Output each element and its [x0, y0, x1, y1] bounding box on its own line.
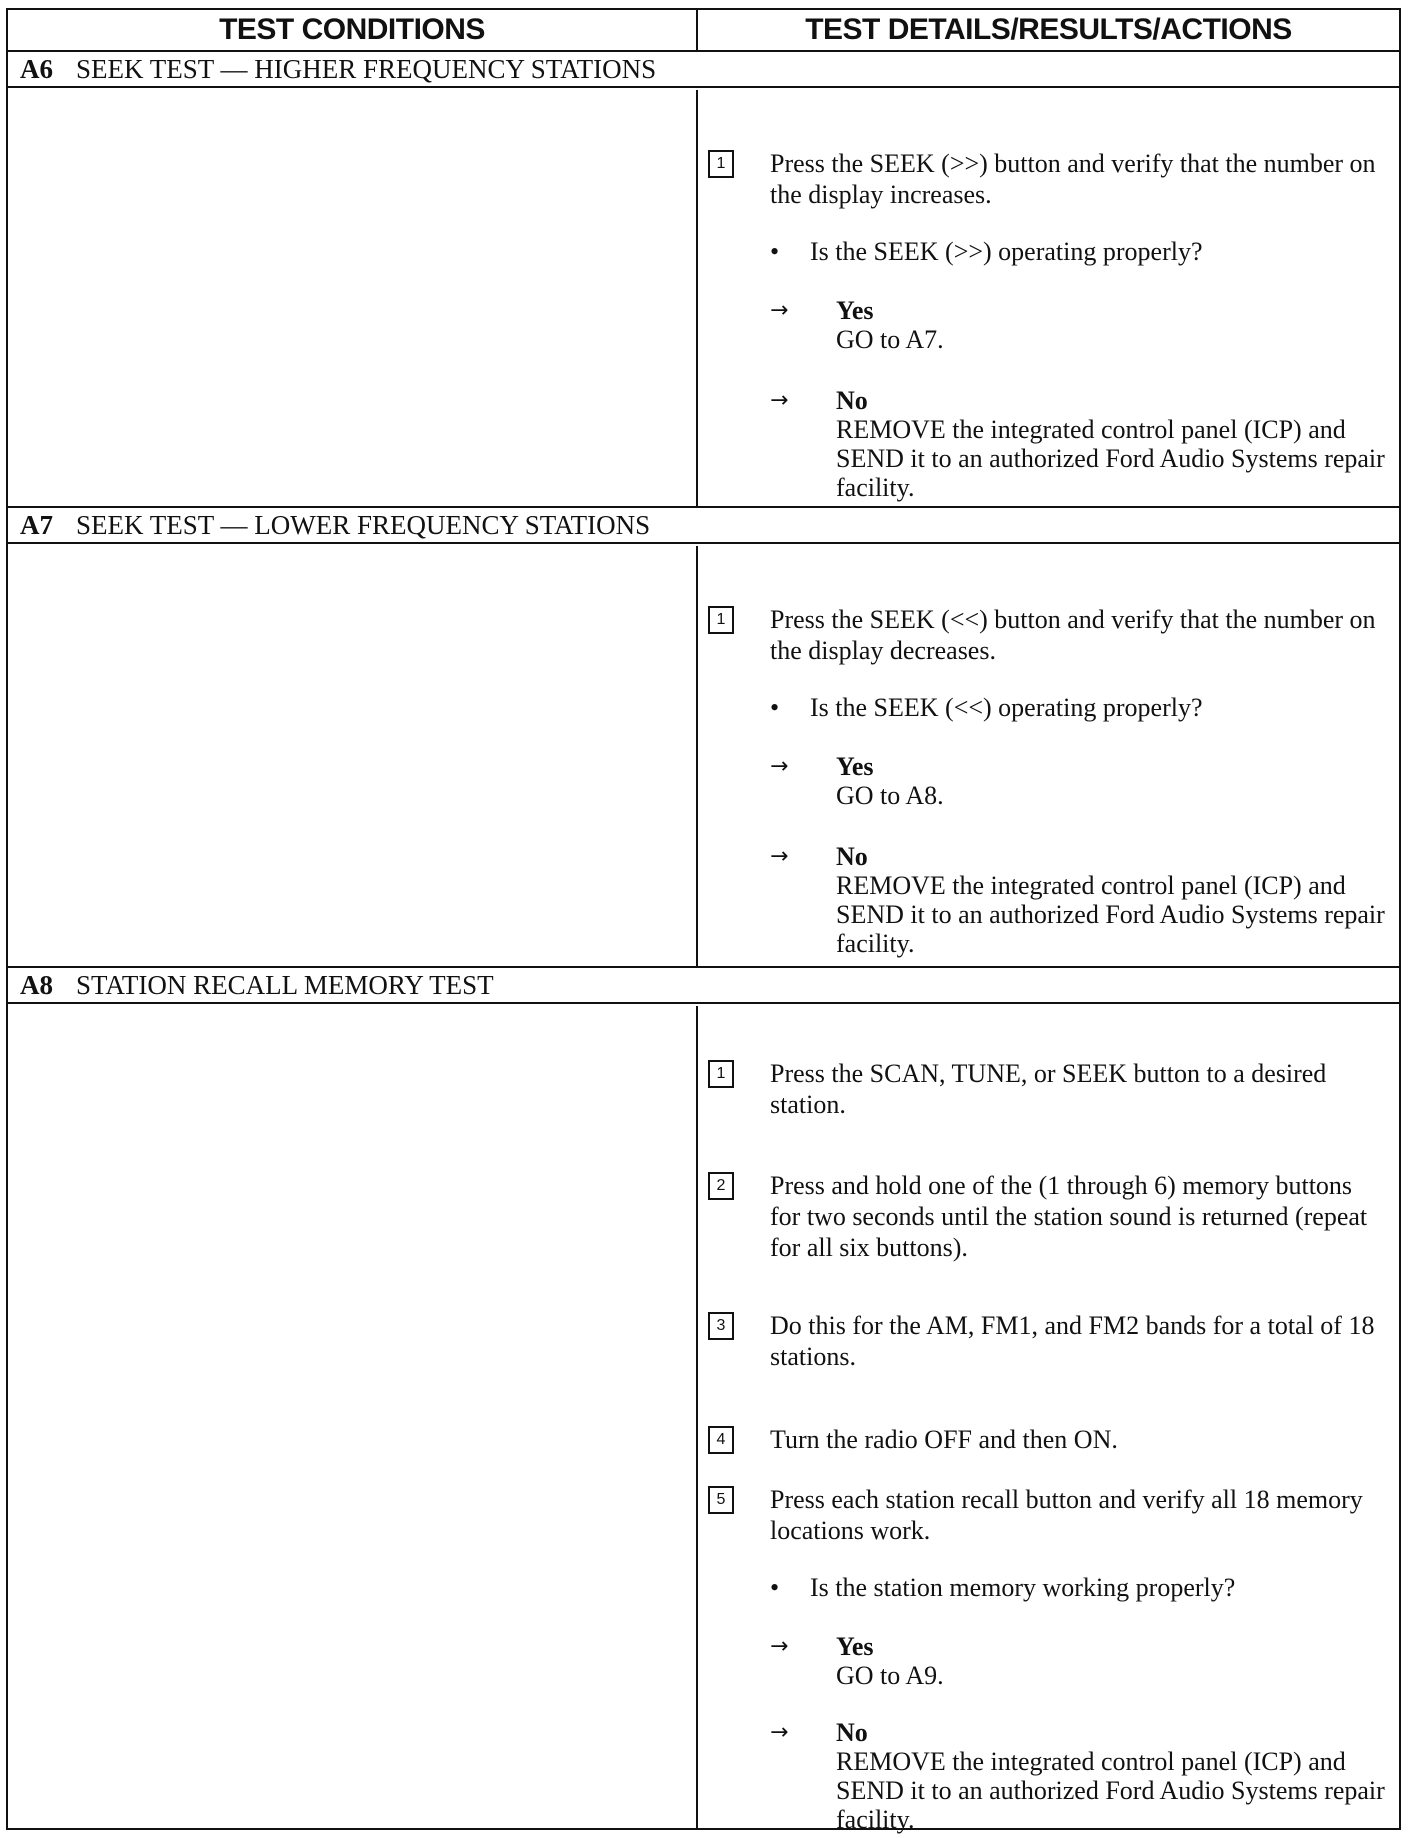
section-a8-title-text: STATION RECALL MEMORY TEST: [76, 970, 494, 1000]
section-a7-code: A7: [20, 510, 53, 540]
answer-label: No: [836, 386, 868, 415]
answer-label: Yes: [836, 296, 874, 325]
section-a7-title: [8, 506, 1399, 544]
step-text: Do this for the AM, FM1, and FM2 bands for a total of 18 stations.: [770, 1311, 1375, 1371]
header-test-conditions: TEST CONDITIONS: [8, 10, 698, 50]
step-number-box: 1: [708, 1060, 734, 1088]
question-text: Is the station memory working properly?: [810, 1573, 1236, 1602]
section-a6-body: [8, 90, 1399, 508]
step-text: Press the SEEK (<<) button and verify that the number on the display decreases.: [770, 605, 1376, 665]
header-test-details: TEST DETAILS/RESULTS/ACTIONS: [805, 13, 1292, 46]
answer-text: REMOVE the integrated control panel (ICP) and SEND it to an authorized Ford Audio Systems repair facility.: [836, 871, 1385, 958]
question-text: Is the SEEK (>>) operating properly?: [810, 237, 1203, 266]
arrow-right-icon: →: [770, 298, 789, 323]
section-a8-code: A8: [20, 970, 53, 1000]
answer-text: GO to A7.: [836, 325, 944, 354]
step-number-box: 3: [708, 1312, 734, 1340]
bullet-icon: •: [770, 1573, 780, 1602]
answer-text: GO to A9.: [836, 1661, 944, 1690]
bullet-icon: •: [770, 237, 780, 266]
answer-label: Yes: [836, 1632, 874, 1661]
column-divider: [696, 1006, 698, 1830]
section-a6-title: [8, 50, 1399, 88]
column-divider: [696, 546, 698, 966]
section-a6-code: A6: [20, 54, 53, 84]
arrow-right-icon: →: [770, 754, 789, 779]
step-number-box: 1: [708, 606, 734, 634]
section-a8-title: [8, 966, 1399, 1004]
step-text: Press each station recall button and verify all 18 memory locations work.: [770, 1485, 1363, 1545]
answer-text: REMOVE the integrated control panel (ICP) and SEND it to an authorized Ford Audio Systems repair facility.: [836, 1747, 1385, 1834]
bullet-icon: •: [770, 693, 780, 722]
a7-question: [770, 692, 1203, 723]
answer-text: REMOVE the integrated control panel (ICP) and SEND it to an authorized Ford Audio Systems repair facility.: [836, 415, 1385, 502]
column-divider: [696, 90, 698, 506]
a8-question: [770, 1572, 1235, 1603]
step-number-box: 1: [708, 150, 734, 178]
section-a6-title-text: SEEK TEST — HIGHER FREQUENCY STATIONS: [76, 54, 657, 84]
arrow-right-icon: →: [770, 388, 789, 413]
step-number-box: 4: [708, 1426, 734, 1454]
section-a8-body: [8, 1006, 1399, 1834]
arrow-right-icon: →: [770, 1634, 789, 1659]
step-number-box: 2: [708, 1172, 734, 1200]
step-text: Press the SCAN, TUNE, or SEEK button to a desired station.: [770, 1059, 1327, 1119]
section-a7-title-text: SEEK TEST — LOWER FREQUENCY STATIONS: [76, 510, 651, 540]
section-a7-body: [8, 546, 1399, 968]
step-number-box: 5: [708, 1486, 734, 1514]
answer-label: No: [836, 1718, 868, 1747]
question-text: Is the SEEK (<<) operating properly?: [810, 693, 1203, 722]
step-text: Press and hold one of the (1 through 6) memory buttons for two seconds until the station sound is returned (repeat for all six buttons).: [770, 1171, 1368, 1262]
step-text: Turn the radio OFF and then ON.: [770, 1425, 1118, 1454]
step-text: Press the SEEK (>>) button and verify that the number on the display increases.: [770, 149, 1376, 209]
a6-question: [770, 236, 1203, 267]
answer-label: Yes: [836, 752, 874, 781]
arrow-right-icon: →: [770, 844, 789, 869]
answer-label: No: [836, 842, 868, 871]
answer-text: GO to A8.: [836, 781, 944, 810]
diagnostic-table: [6, 8, 1401, 1834]
table-header: [8, 10, 1399, 52]
arrow-right-icon: →: [770, 1720, 789, 1745]
